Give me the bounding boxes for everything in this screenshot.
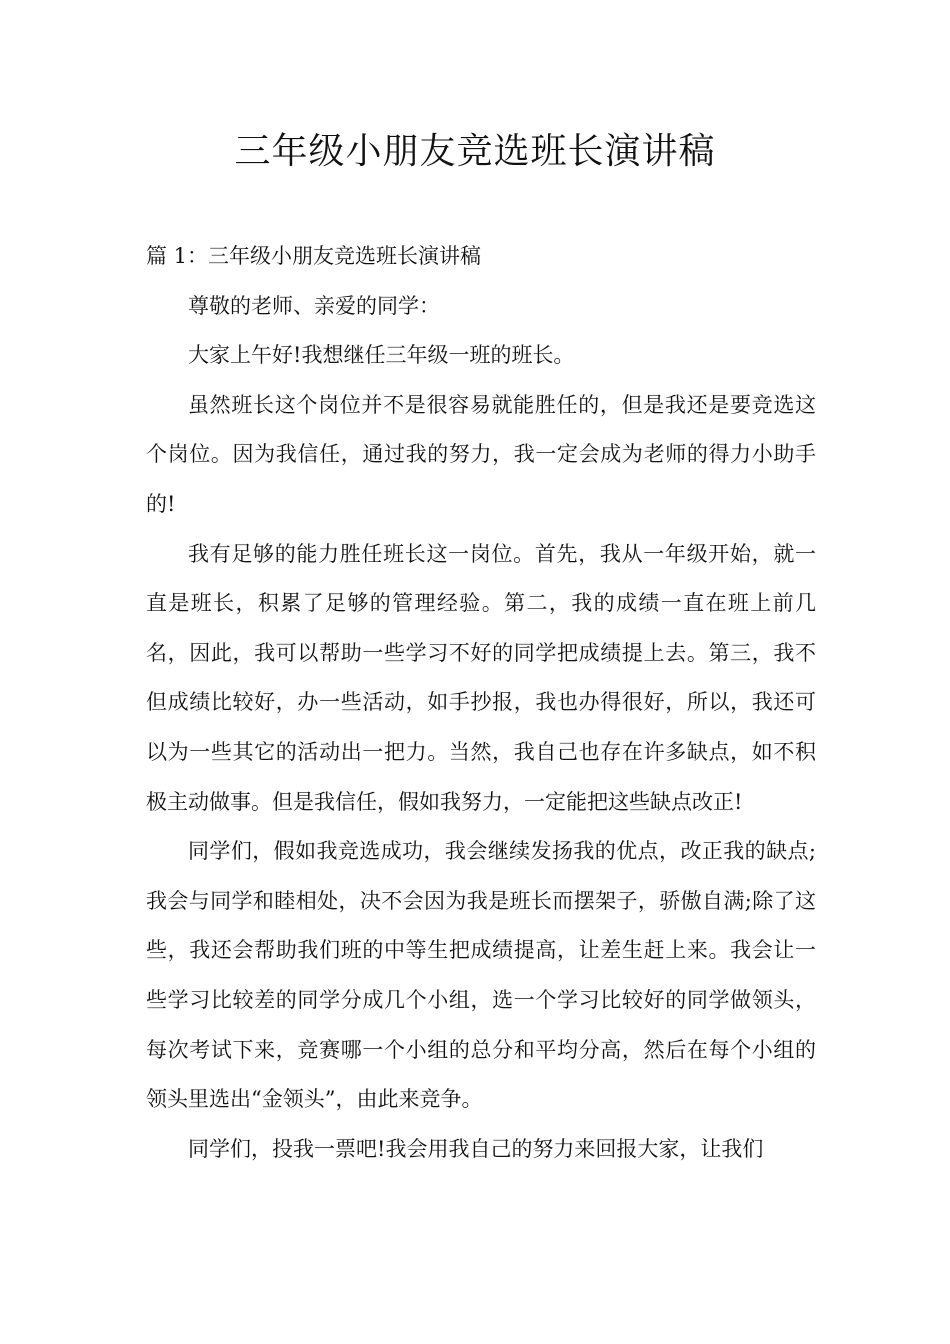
paragraph-plans: 同学们，假如我竞选成功，我会继续发扬我的优点，改正我的缺点;我会与同学和睦相处，决不会因为我是班长而摆架子，骄傲自满;除了这些，我还会帮助我们班的中等生把成绩提高，让差生赶上来。我会让一些学习比较差的同学分成几个小组，选一个学习比较好的同学做领头，每次考试下来，竞赛哪一个小组的总分和平均分高，然后在每个小组的领头里选出“金领头”，由此来竞争。 [146, 839, 816, 1112]
paragraph-intent: 虽然班长这个岗位并不是很容易就能胜任的，但是我还是要竞选这个岗位。因为我信任，通过我的努力，我一定会成为老师的得力小助手的! [146, 392, 816, 516]
paragraph-qualifications: 我有足够的能力胜任班长这一岗位。首先，我从一年级开始，就一直是班长，积累了足够的管理经验。第二，我的成绩一直在班上前几名，因此，我可以帮助一些学习不好的同学把成绩提上去。第三，我不但成绩比较好，办一些活动，如手抄报，我也办得很好，所以，我还可以为一些其它的活动出一把力。当然，我自己也存在许多缺点，如不积极主动做事。但是我信任，假如我努力，一定能把这些缺点改正! [146, 541, 816, 814]
section-heading: 篇 1：三年级小朋友竞选班长演讲稿 [146, 244, 482, 268]
document-body [146, 232, 816, 1174]
paragraph-opening: 大家上午好!我想继任三年级一班的班长。 [188, 343, 575, 368]
paragraph-greeting: 尊敬的老师、亲爱的同学： [188, 293, 440, 318]
paragraph-closing: 同学们，投我一票吧!我会用我自己的努力来回报大家，让我们 [188, 1136, 764, 1161]
document-title: 三年级小朋友竞选班长演讲稿 [234, 131, 716, 172]
